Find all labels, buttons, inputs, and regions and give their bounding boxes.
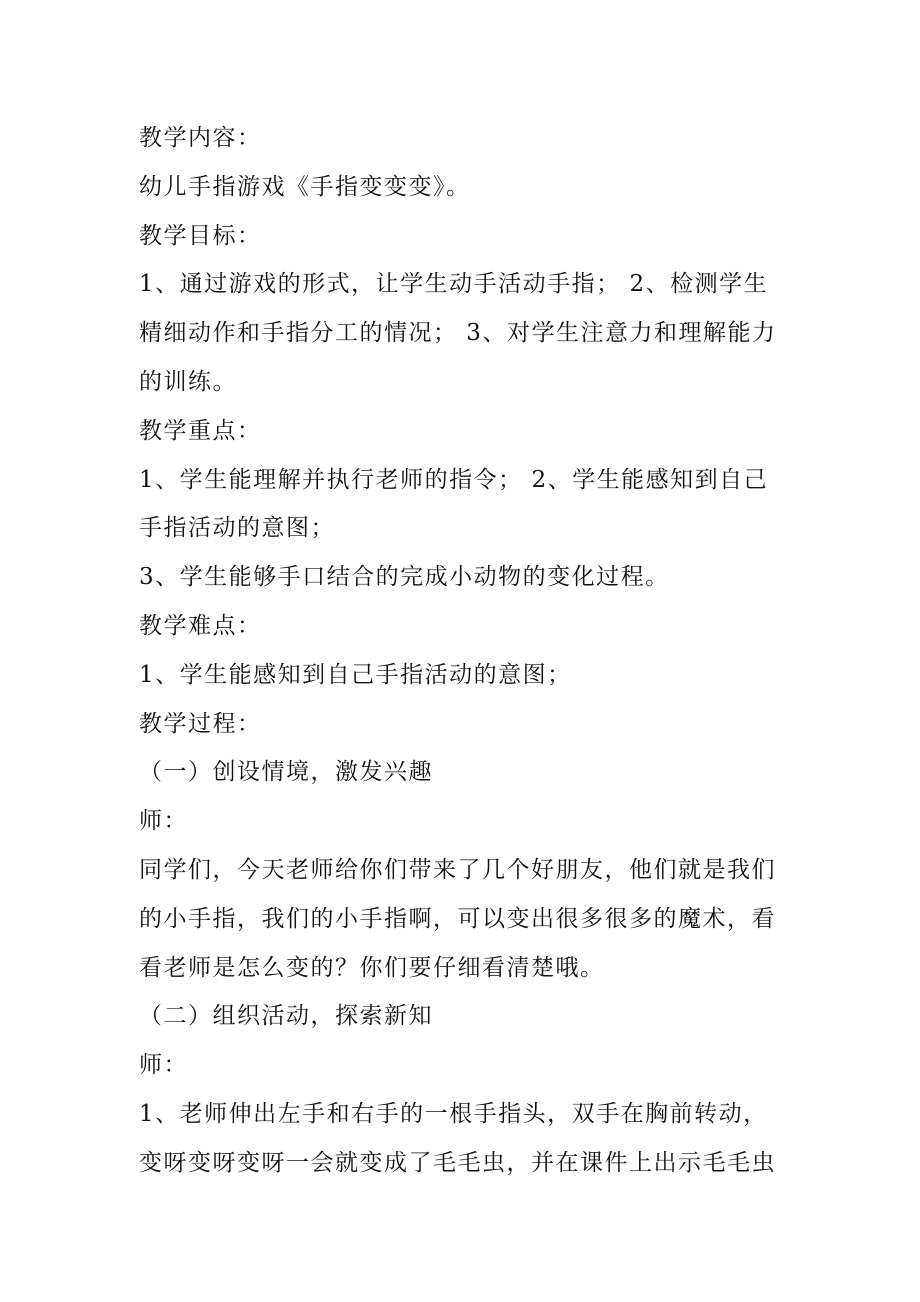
heading-teaching-process: 教学过程： [139, 710, 262, 737]
text-line: 精细动作和手指分工的情况； 3、对学生注意力和理解能力 [139, 320, 777, 347]
text-line: 看老师是怎么变的？你们要仔细看清楚哦。 [139, 954, 605, 981]
speaker-label: 师： [139, 808, 188, 835]
section-heading: （二）组织活动，探索新知 [139, 1003, 433, 1030]
text-line: 的小手指，我们的小手指啊，可以变出很多很多的魔术，看 [139, 905, 776, 932]
document-body [139, 114, 789, 1188]
text-line: 3、学生能够手口结合的完成小动物的变化过程。 [139, 564, 670, 591]
text-line: 1、学生能感知到自己手指活动的意图； [139, 661, 572, 688]
text-line: 变呀变呀变呀一会就变成了毛毛虫，并在课件上出示毛毛虫 [139, 1149, 776, 1176]
text-line: 幼儿手指游戏《手指变变变》。 [139, 173, 471, 200]
heading-teaching-difficulty: 教学难点： [139, 612, 262, 639]
text-line: 1、学生能理解并执行老师的指令； 2、学生能感知到自己 [139, 466, 769, 493]
text-line: 1、通过游戏的形式，让学生动手活动手指； 2、检测学生 [139, 271, 769, 298]
text-line: 的训练。 [139, 368, 237, 395]
heading-teaching-goals: 教学目标： [139, 222, 262, 249]
text-line: 手指活动的意图； [139, 515, 335, 542]
section-heading: （一）创设情境，激发兴趣 [139, 759, 433, 786]
heading-teaching-content: 教学内容： [139, 125, 262, 151]
text-line: 1、老师伸出左手和右手的一根手指头，双手在胸前转动， [139, 1100, 768, 1127]
text-line: 同学们，今天老师给你们带来了几个好朋友，他们就是我们 [139, 856, 776, 883]
heading-teaching-focus: 教学重点： [139, 417, 262, 444]
speaker-label: 师： [139, 1052, 188, 1079]
